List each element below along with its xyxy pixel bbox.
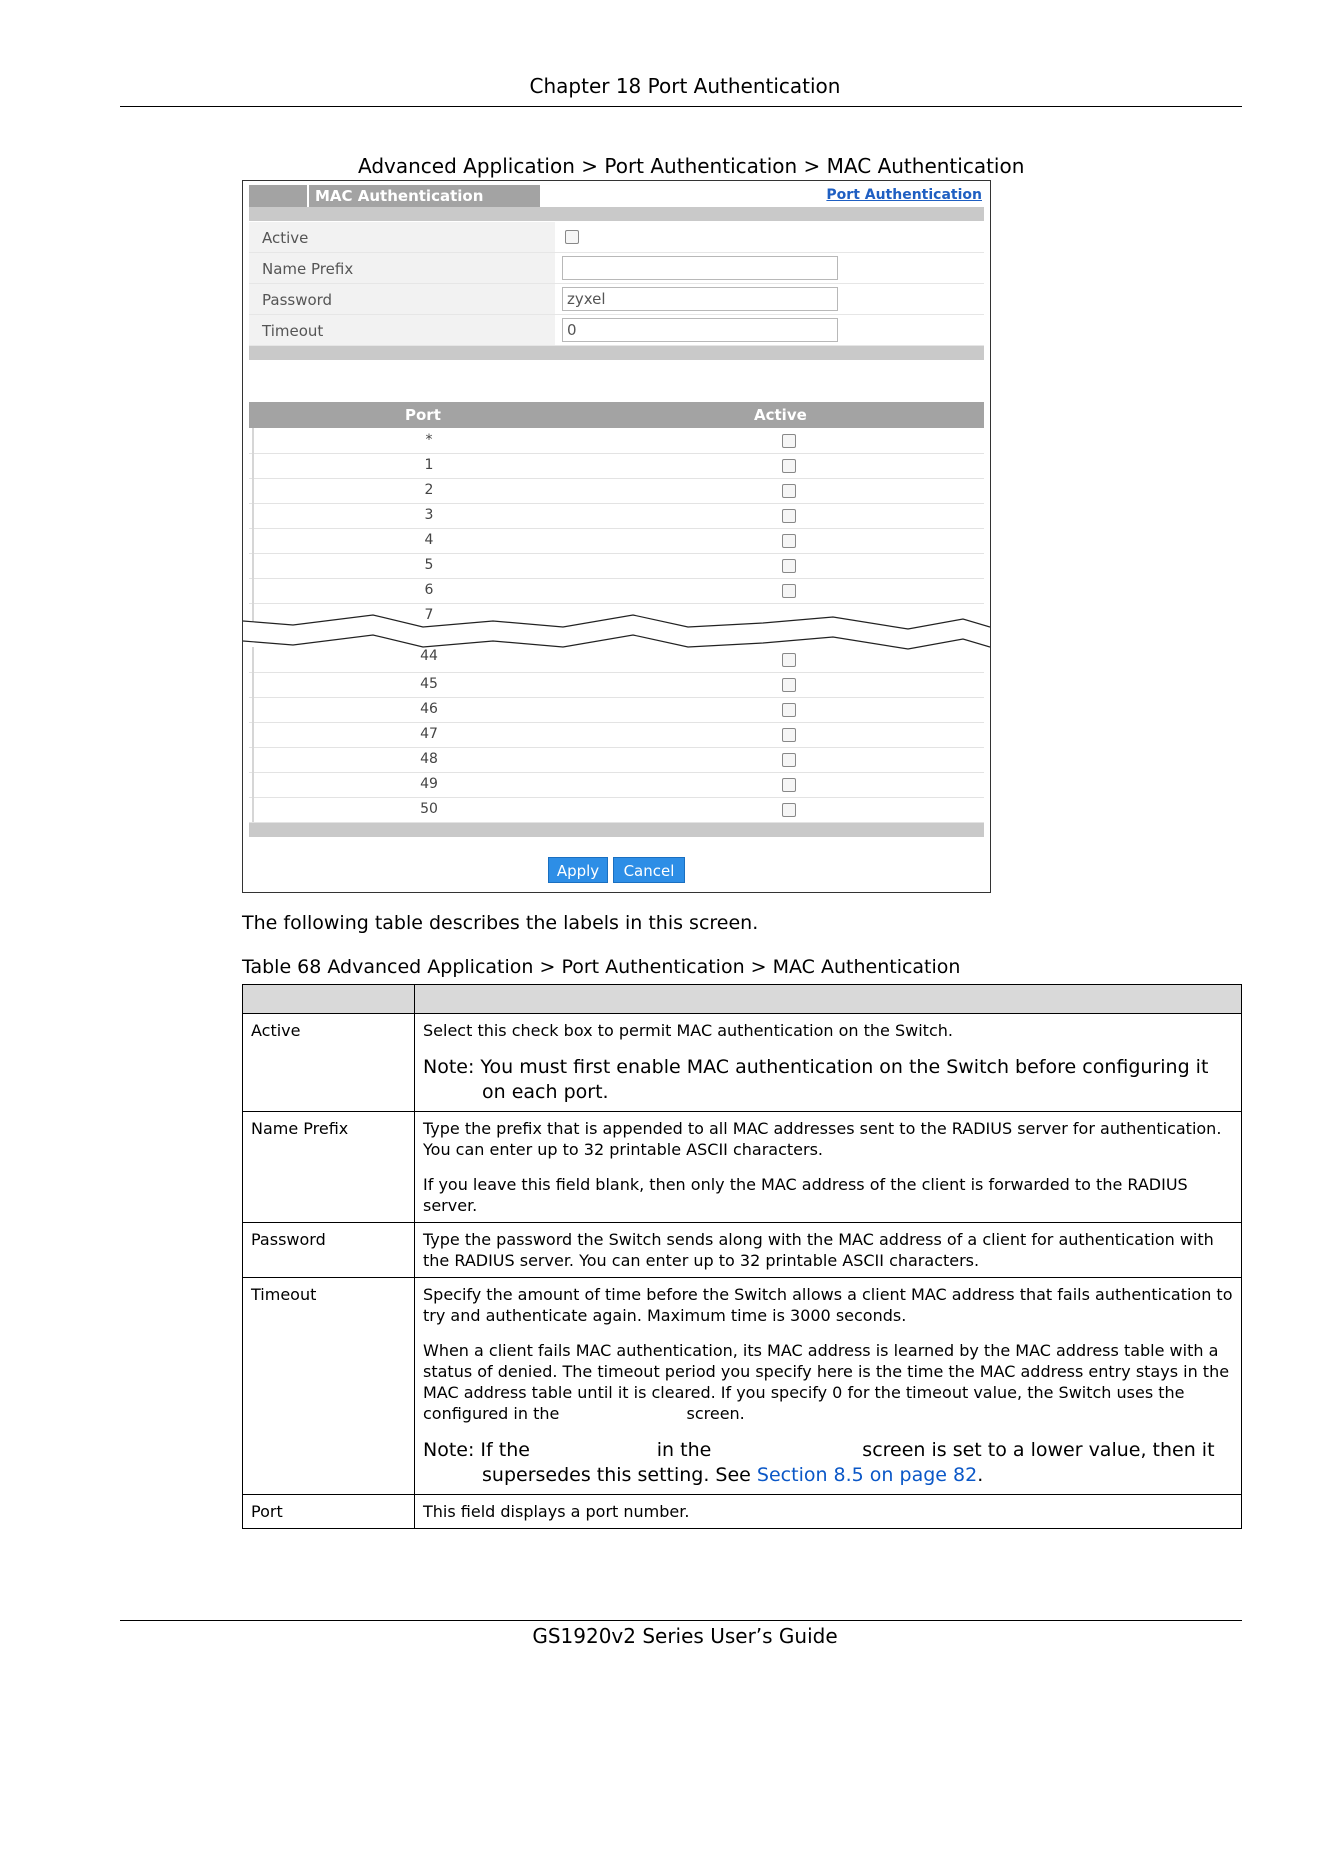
port-table-header <box>249 402 984 428</box>
port-row <box>249 428 984 454</box>
port-active-checkbox[interactable] <box>782 653 796 667</box>
port-active-checkbox[interactable] <box>782 509 796 523</box>
row-label: Name Prefix <box>243 1112 415 1223</box>
port-active-checkbox[interactable] <box>782 678 796 692</box>
port-row <box>249 772 984 798</box>
port-number: 2 <box>424 482 434 498</box>
divider-bar <box>249 823 984 837</box>
table-row <box>243 1014 1242 1112</box>
port-number: 3 <box>424 507 434 523</box>
screen-title: MAC Authentication <box>315 187 484 205</box>
port-row <box>249 478 984 504</box>
port-active-checkbox[interactable] <box>782 778 796 792</box>
intro-paragraph: The following table describes the labels in this screen. <box>242 912 759 934</box>
apply-button[interactable]: Apply <box>548 857 608 883</box>
port-active-checkbox[interactable] <box>782 559 796 573</box>
row-label: Password <box>243 1223 415 1278</box>
row-description: Type the prefix that is appended to all MAC addresses sent to the RADIUS server for authentication. You can enter up to 32 printable ASCII characters. If you leave this field blank, then only the MAC address of the client is forwarded to the RADIUS server. <box>415 1112 1242 1223</box>
name-prefix-input[interactable] <box>562 256 838 280</box>
cancel-button[interactable]: Cancel <box>613 857 685 883</box>
port-active-checkbox[interactable] <box>782 484 796 498</box>
port-number: 4 <box>424 532 434 548</box>
note: Note: If the in the screen is set to a lower value, then it supersedes this setting. See Section 8.5 on page 82. <box>423 1439 1221 1486</box>
port-row <box>249 553 984 579</box>
port-row <box>249 747 984 773</box>
port-active-checkbox[interactable] <box>782 703 796 717</box>
password-input[interactable]: zyxel <box>562 287 838 311</box>
row-description: Specify the amount of time before the Switch allows a client MAC address that fails authentication to try and authenticate again. Maximum time is 3000 seconds. When a client fails MAC authentication, its MAC address is learned by the MAC address table with a status of denied. The timeout period you specify here is the time the MAC address entry stays in the MAC address table until it is cleared. If you specify 0 for the timeout value, the Switch uses the configured in the screen. Note: If the in the screen is set to a lower value, then it supersedes this setting. See Section 8.5 on page 82. <box>415 1278 1242 1495</box>
table-row <box>243 1495 1242 1529</box>
port-number: 46 <box>420 701 438 717</box>
row-description: Type the password the Switch sends along with the MAC address of a client for authentication with the RADIUS server. You can enter up to 32 printable ASCII characters. <box>415 1223 1242 1278</box>
port-number: 6 <box>424 582 434 598</box>
port-active-checkbox[interactable] <box>782 728 796 742</box>
row-label: Timeout <box>243 1278 415 1495</box>
port-active-checkbox[interactable] <box>782 459 796 473</box>
password-row <box>249 284 984 315</box>
port-row <box>249 722 984 748</box>
port-row <box>249 647 984 673</box>
header-rule <box>120 106 1242 107</box>
port-number: 45 <box>420 676 438 692</box>
section-link[interactable]: Section 8.5 on page 82 <box>756 1464 978 1486</box>
port-number: 47 <box>420 726 438 742</box>
mac-auth-screenshot <box>242 180 991 893</box>
port-number: * <box>425 432 433 448</box>
port-row <box>249 697 984 723</box>
port-active-checkbox[interactable] <box>782 753 796 767</box>
port-row <box>249 503 984 529</box>
port-column-header: Port <box>405 406 441 424</box>
page-footer: GS1920v2 Series User’s Guide <box>532 1624 838 1648</box>
port-row <box>249 578 984 604</box>
port-number: 44 <box>420 648 438 664</box>
port-number: 49 <box>420 776 438 792</box>
label-header-cell <box>243 985 415 1014</box>
port-number: 50 <box>420 801 438 817</box>
active-label: Active <box>262 229 309 247</box>
active-checkbox[interactable] <box>565 230 579 244</box>
port-active-checkbox[interactable] <box>782 803 796 817</box>
active-field-row <box>249 222 984 253</box>
port-row <box>249 797 984 823</box>
port-active-checkbox[interactable] <box>782 534 796 548</box>
footer-rule <box>120 1620 1242 1621</box>
name-prefix-label: Name Prefix <box>262 260 354 278</box>
password-label: Password <box>262 291 333 309</box>
page-header: Chapter 18 Port Authentication <box>529 74 841 98</box>
port-number: 1 <box>424 457 434 473</box>
timeout-label: Timeout <box>262 322 324 340</box>
table-caption: Table 68 Advanced Application > Port Authentication > MAC Authentication <box>242 956 961 978</box>
port-active-checkbox[interactable] <box>782 584 796 598</box>
port-row <box>249 528 984 554</box>
table-header-row <box>243 985 1242 1014</box>
timeout-row <box>249 315 984 346</box>
divider-bar <box>249 207 984 221</box>
name-prefix-row <box>249 253 984 284</box>
port-row <box>249 672 984 698</box>
table-row <box>243 1112 1242 1223</box>
port-authentication-link[interactable]: Port Authentication <box>826 187 982 203</box>
row-label: Port <box>243 1495 415 1529</box>
active-column-header: Active <box>754 406 807 424</box>
port-row <box>249 453 984 479</box>
description-header-cell <box>415 985 1242 1014</box>
port-number: 5 <box>424 557 434 573</box>
row-description: This field displays a port number. <box>415 1495 1242 1529</box>
divider-bar <box>249 346 984 360</box>
table-row <box>243 1278 1242 1495</box>
port-number: 7 <box>424 607 434 623</box>
table-row <box>243 1223 1242 1278</box>
screen-title-bar <box>249 185 984 207</box>
row-label: Active <box>243 1014 415 1112</box>
port-active-checkbox[interactable] <box>782 434 796 448</box>
figure-caption: Advanced Application > Port Authentication > MAC Authentication <box>358 154 1025 178</box>
row-description: Select this check box to permit MAC authentication on the Switch. Note: You must first enable MAC authentication on the Switch before configuring it on each port. <box>415 1014 1242 1112</box>
port-number: 48 <box>420 751 438 767</box>
note: Note: You must first enable MAC authentication on the Switch before configuring it on each port. <box>423 1056 1209 1103</box>
timeout-input[interactable]: 0 <box>562 318 838 342</box>
description-table <box>242 984 1297 1529</box>
